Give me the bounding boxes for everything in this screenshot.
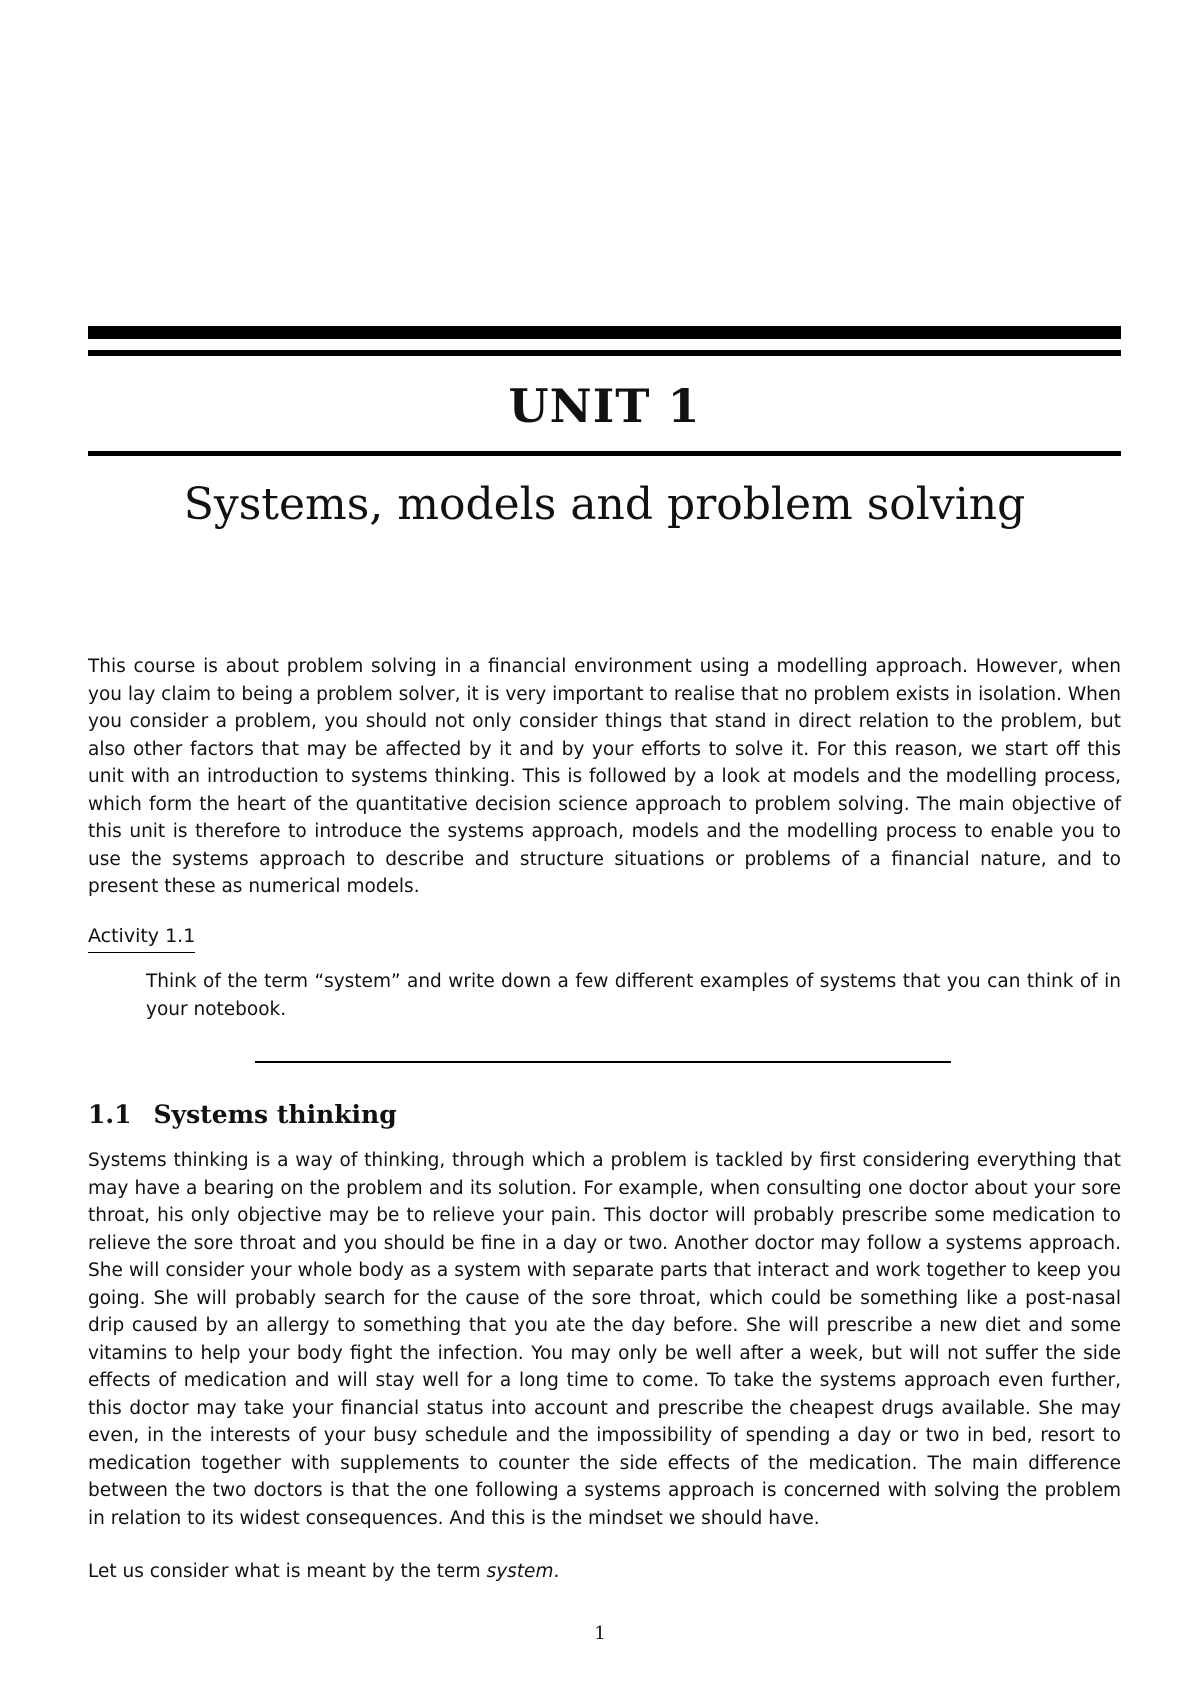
system-term-end: . [553, 1561, 560, 1582]
system-term-lead: Let us consider what is meant by the term [88, 1561, 487, 1582]
section-heading [88, 1098, 397, 1132]
header-rule-thick [88, 326, 1121, 339]
activity-heading: Activity 1.1 [88, 922, 195, 953]
system-term: system [486, 1561, 554, 1582]
unit-title: UNIT 1 [508, 379, 701, 433]
system-term-paragraph [88, 1558, 1121, 1586]
page-number: 1 [594, 1623, 606, 1644]
activity-separator-rule [255, 1061, 951, 1063]
header-rule-medium [88, 350, 1121, 356]
section-title: Systems thinking [153, 1100, 397, 1129]
activity-text: Think of the term “system” and write down a few different examples of systems that you can think of in your notebook. [146, 971, 1121, 1020]
unit-subtitle: Systems, models and problem solving [183, 479, 1026, 530]
intro-paragraph: This course is about problem solving in a financial environment using a modelling approach. However, when you lay claim to being a problem solver, it is very important to realise that no problem exists in isolation. When you consider a problem, you should not only consider things that stand in direct relation to the problem, but also other factors that may be affected by it and by your efforts to solve it. For this reason, we start off this unit with an introduction to systems thinking. This is followed by a look at models and the modelling process, which form the heart of the quantitative decision science approach to problem solving. The main objective of this unit is therefore to introduce the systems approach, models and the modelling process to enable you to use the systems approach to describe and structure situations or problems of a financial nature, and to present these as numerical models. [88, 656, 1121, 897]
section-number: 1.1 [88, 1100, 132, 1129]
header-rule-thin [88, 451, 1121, 456]
systems-thinking-paragraph: Systems thinking is a way of thinking, through which a problem is tackled by first considering everything that may have a bearing on the problem and its solution. For example, when consulting one doctor about your sore throat, his only objective may be to relieve your pain. This doctor will probably prescribe some medication to relieve the sore throat and you should be fine in a day or two. Another doctor may follow a systems approach. She will consider your whole body as a system with separate parts that interact and work together to keep you going. She will probably search for the cause of the sore throat, which could be something like a post-nasal drip caused by an allergy to something that you ate the day before. She will prescribe a new diet and some vitamins to help your body fight the infection. You may only be well after a week, but will not suffer the side effects of medication and will stay well for a long time to come. To take the systems approach even further, this doctor may take your financial status into account and prescribe the cheapest drugs available. She may even, in the interests of your busy schedule and the impossibility of spending a day or two in bed, resort to medication together with supplements to counter the side effects of the medication. The main difference between the two doctors is that the one following a systems approach is concerned with solving the problem in relation to its widest consequences. And this is the mindset we should have. [88, 1150, 1121, 1529]
